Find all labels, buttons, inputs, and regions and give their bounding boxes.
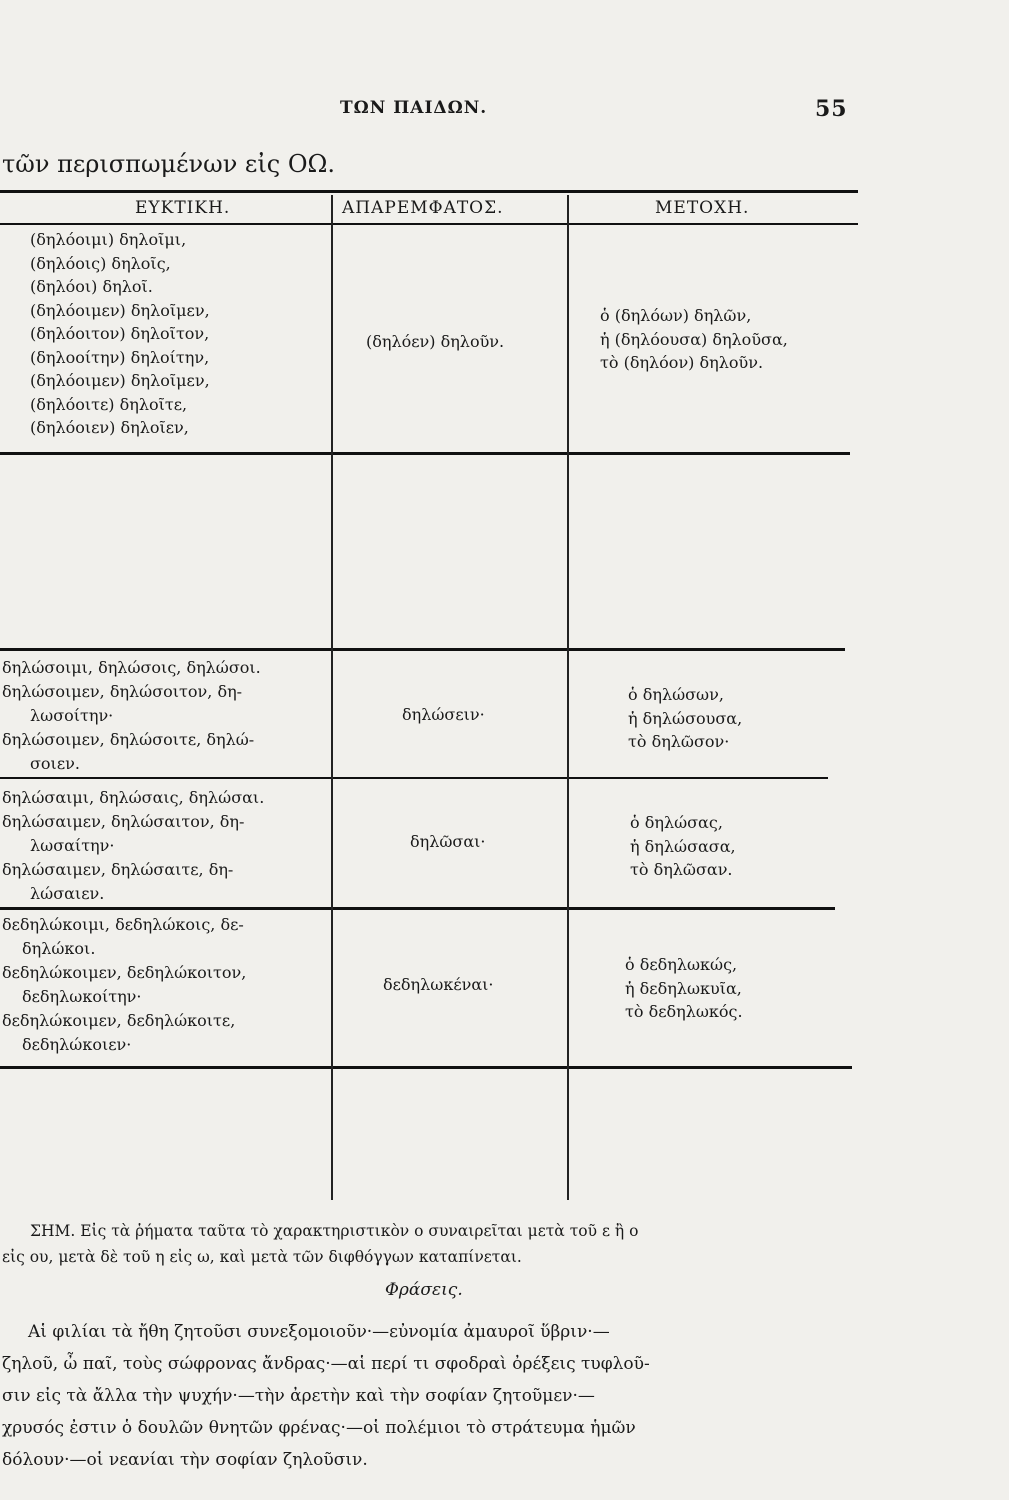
- phrases-title: Φράσεις.: [385, 1280, 463, 1300]
- phrase-line-2: ζηλοῦ, ὦ παῖ, τοὺς σώφρονας ἄνδρας·—αἱ περί τι σφοδραὶ ὀρέξεις τυφλοῦ-: [2, 1354, 650, 1374]
- running-header: ΤΩΝ ΠΑΙΔΩΝ.: [340, 98, 488, 118]
- row-4-optative: δηλώσαιμι, δηλώσαις, δηλώσαι. δηλώσαιμεν, δηλώσαιτον, δη- λωσαίτην· δηλώσαιμεν, δηλώσαιτε, δη- λώσαιεν.: [2, 788, 265, 903]
- row-5-infinitive: δεδηλωκέναι·: [383, 975, 494, 994]
- row-4-infinitive: δηλῶσαι·: [410, 832, 486, 851]
- phrase-line-5: δόλουν·—οἱ νεανίαι τὴν σοφίαν ζηλοῦσιν.: [2, 1450, 368, 1470]
- row-3-optative: δηλώσοιμι, δηλώσοις, δηλώσοι. δηλώσοιμεν, δηλώσοιτον, δη- λωσοίτην· δηλώσοιμεν, δηλώσοιτε, δηλώ- σοιεν.: [2, 658, 261, 773]
- row-1-participle: ὁ (δηλόων) δηλῶν, ἡ (δηλόουσα) δηλοῦσα, τὸ (δηλόον) δηλοῦν.: [600, 306, 788, 372]
- row-3-participle: ὁ δηλώσων, ἡ δηλώσουσα, τὸ δηλῶσον·: [628, 685, 743, 751]
- row-5-participle: ὁ δεδηλωκώς, ἡ δεδηλωκυῖα, τὸ δεδηλωκός.: [625, 955, 743, 1021]
- column-divider-2: [567, 195, 569, 1200]
- row-4-participle: ὁ δηλώσας, ἡ δηλώσασα, τὸ δηλῶσαν.: [630, 813, 736, 879]
- row-rule-5: [0, 1066, 852, 1069]
- phrase-line-4: χρυσός ἐστιν ὁ δουλῶν θνητῶν φρένας·—οἱ πολέμιοι τὸ στράτευμα ἡμῶν: [2, 1418, 636, 1438]
- table-top-rule: [0, 190, 858, 193]
- column-header-participle: ΜΕΤΟΧΗ.: [655, 198, 750, 218]
- note-line-2: εἰς ου, μετὰ δὲ τοῦ η εἰς ω, καὶ μετὰ τῶν διφθόγγων καταπίνεται.: [2, 1248, 522, 1266]
- row-rule-1: [0, 452, 850, 455]
- column-divider-1: [331, 195, 333, 1200]
- row-1-optative: (δηλόοιμι) δηλοῖμι, (δηλόοις) δηλοῖς, (δηλόοι) δηλοῖ. (δηλόοιμεν) δηλοῖμεν, (δηλόοιτον) δηλοῖτον, (δηλοοίτην) δηλοίτην, (δηλόοιμεν) δηλοῖμεν, (δηλόοιτε) δηλοῖτε, (δηλόοιεν) δηλοῖεν,: [30, 230, 210, 437]
- row-rule-4: [0, 907, 835, 910]
- header-bottom-rule: [0, 223, 858, 225]
- row-3-infinitive: δηλώσειν·: [402, 705, 485, 724]
- row-rule-3: [0, 777, 828, 779]
- phrase-line-3: σιν εἰς τὰ ἄλλα τὴν ψυχήν·—τὴν ἀρετὴν καὶ τὴν σοφίαν ζητοῦμεν·—: [2, 1386, 595, 1406]
- row-5-optative: δεδηλώκοιμι, δεδηλώκοις, δε- δηλώκοι. δεδηλώκοιμεν, δεδηλώκοιτον, δεδηλωκοίτην· δεδηλώκοιμεν, δεδηλώκοιτε, δεδηλώκοιεν·: [2, 915, 247, 1054]
- row-rule-2: [0, 648, 845, 651]
- page-number: 55: [815, 96, 848, 122]
- note-line-1: ΣΗΜ. Εἰς τὰ ῥήματα ταῦτα τὸ χαρακτηριστικὸν ο συναιρεῖται μετὰ τοῦ ε ἢ ο: [30, 1222, 639, 1240]
- column-header-optative: ΕΥΚΤΙΚΗ.: [135, 198, 231, 218]
- column-header-infinitive: ΑΠΑΡΕΜΦΑΤΟΣ.: [342, 198, 504, 218]
- phrase-line-1: Αἱ φιλίαι τὰ ἤθη ζητοῦσι συνεξομοιοῦν·—εὐνομία ἀμαυροῖ ὕβριν·—: [28, 1322, 610, 1342]
- row-1-infinitive: (δηλόεν) δηλοῦν.: [366, 332, 505, 351]
- section-subtitle: τῶν περισπωμένων εἰς ΟΩ.: [2, 150, 336, 178]
